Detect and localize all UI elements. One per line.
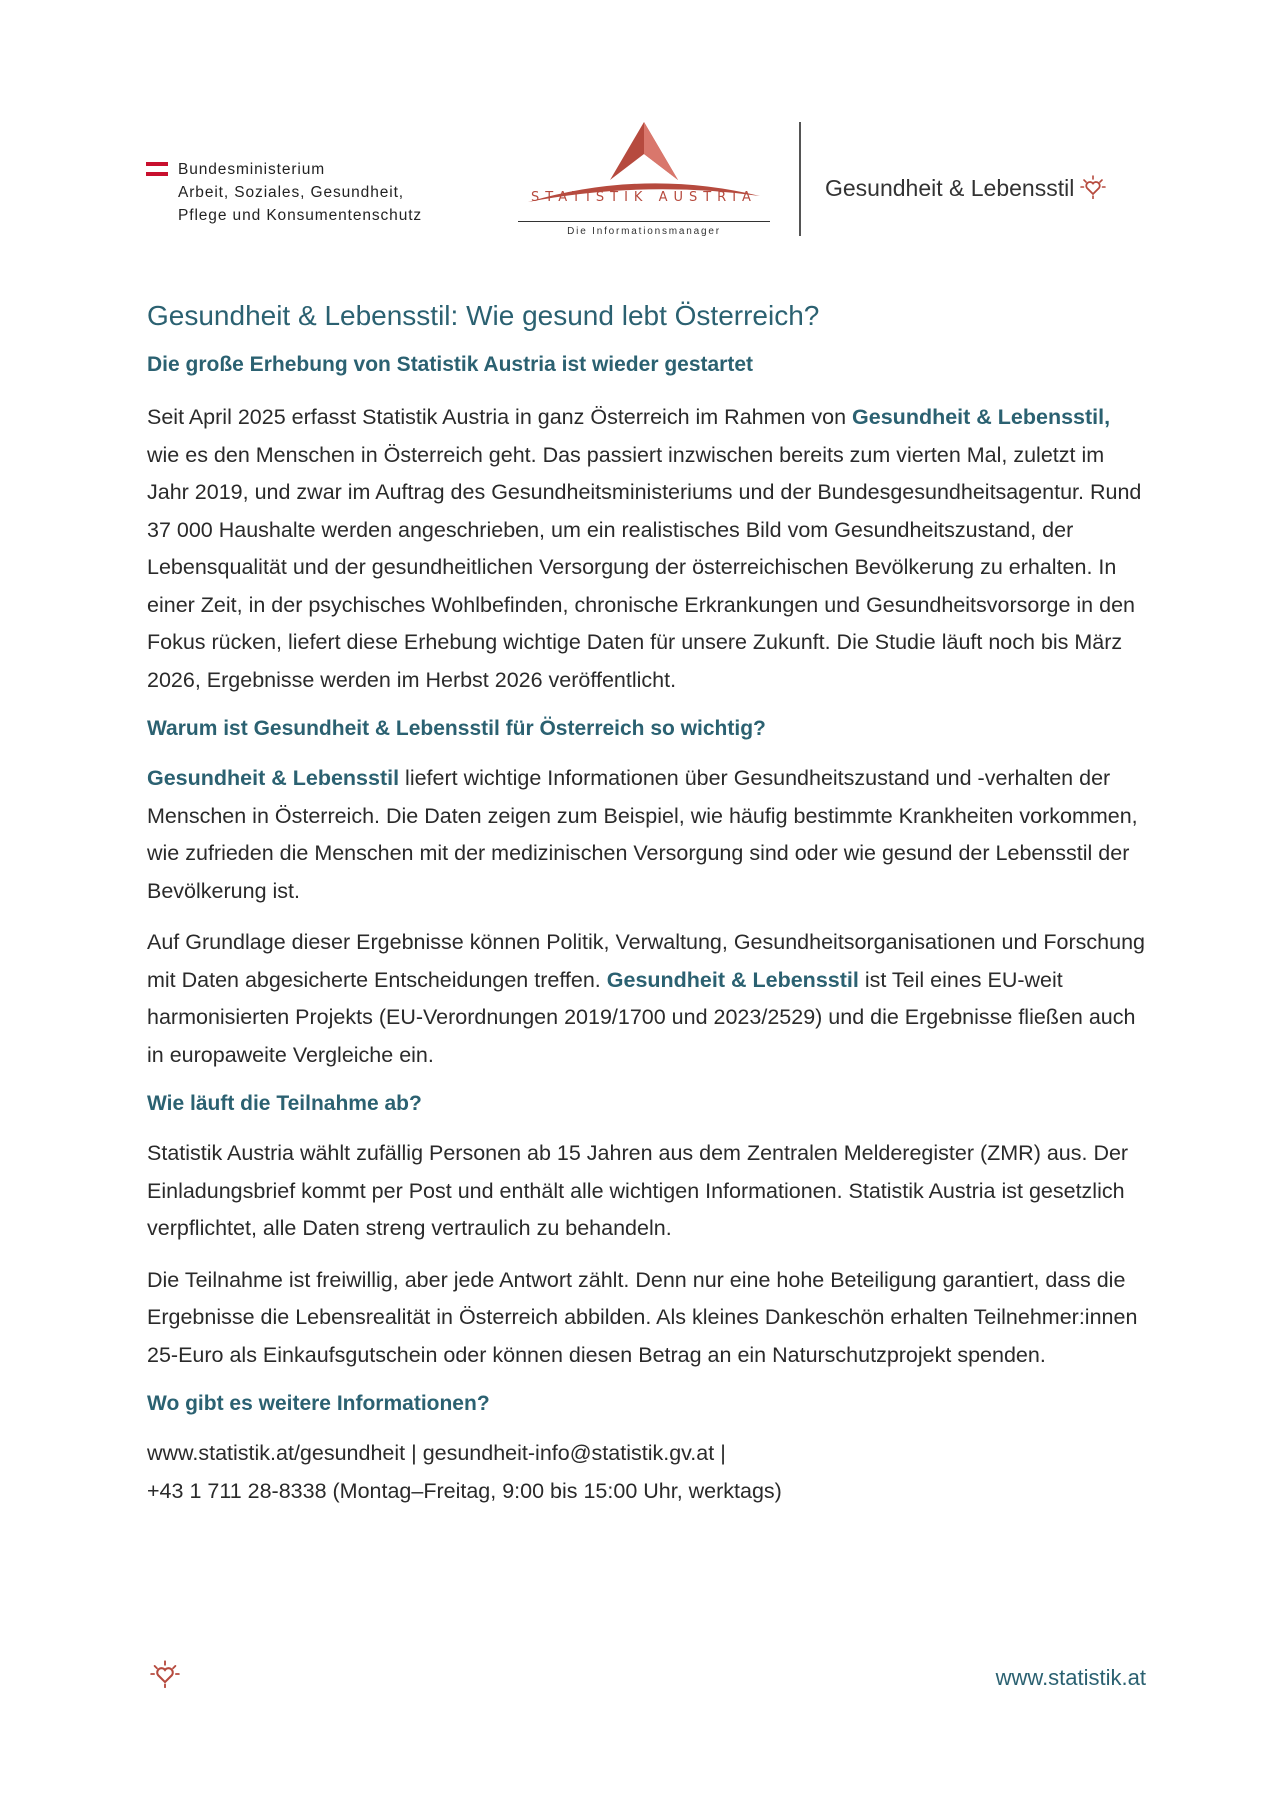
why-paragraph-2 (147, 924, 1147, 1074)
logo-name: STATISTIK AUSTRIA (531, 190, 757, 205)
why-p1-text: liefert wichtige Informationen über Gesundheitszustand und -verhalten der Menschen in Österreich. Die Daten zeigen zum Beispiel, wie häufig bestimmte Krankheiten vorkommen, wie zufrieden die Menschen mit der medizinischen Versorgung sind oder wie gesund der Lebensstil der Bevölkerung ist. (147, 766, 1138, 903)
ministry-line-2: Arbeit, Soziales, Gesundheit, (178, 184, 404, 201)
logo-tagline: Die Informationsmanager (567, 226, 721, 237)
contact-separator-1: | (405, 1441, 423, 1465)
contact-separator-2: | (714, 1441, 726, 1465)
how-paragraph-1: Statistik Austria wählt zufällig Personen ab 15 Jahren aus dem Zentralen Melderegister (ZMR) aus. Der Einladungsbrief kommt per Post und enthält alle wichtigen Informationen. Statistik Austria ist gesetzlich verpflichtet, alle Daten streng vertraulich zu behandeln. (147, 1141, 1129, 1240)
email-link[interactable]: gesundheit-info@statistik.gv.at (422, 1441, 715, 1465)
intro-paragraph (147, 399, 1147, 699)
why-heading-highlight: Gesundheit & Lebensstil (253, 717, 500, 740)
hotline-hours: (Montag–Freitag, 9:00 bis 15:00 Uhr, werktags) (326, 1478, 782, 1503)
why-p1-highlight: Gesundheit & Lebensstil (147, 766, 400, 790)
why-p2-highlight: Gesundheit & Lebensstil (606, 967, 859, 992)
ministry-line-1: Bundesministerium (178, 161, 326, 178)
footer-url-link[interactable]: www.statistik.at (995, 1665, 1146, 1690)
footer-heart-sun-icon (150, 1660, 180, 1693)
austria-flag-icon (146, 162, 168, 176)
subtitle: Die große Erhebung von Statistik Austria ist wieder gestartet (147, 353, 754, 376)
why-p2-start: Auf Grundlage dieser Ergebnisse können Politik, Verwaltung, Gesundheitsorganisationen und Forschung mit Daten abgesicherte Entscheidungen treffen. (147, 930, 1145, 992)
why-heading-end: für Österreich so wichtig? (499, 717, 766, 740)
intro-text-start: Seit April 2025 erfasst Statistik Austria in ganz Österreich im Rahmen von (147, 405, 853, 429)
why-heading-start: Warum ist (147, 717, 254, 740)
contact-info (147, 1435, 1147, 1510)
section-why-heading (147, 714, 1147, 744)
article (147, 296, 1147, 1510)
heart-sun-icon (1080, 175, 1106, 205)
section-how-heading: Wie läuft die Teilnahme ab? (147, 1092, 422, 1115)
how-paragraph-2: Die Teilnahme ist freiwillig, aber jede Antwort zählt. Denn nur eine hohe Beteiligung garantiert, dass die Ergebnisse die Lebensrealität in Österreich abbilden. Als kleines Dankeschön erhalten Teilnehmer:innen 25-Euro als Einkaufsgutschein oder können diesen Betrag an ein Naturschutzprojekt spenden. (147, 1267, 1138, 1367)
brand-title (825, 175, 1106, 205)
section-info-heading: Wo gibt es weitere Informationen? (147, 1392, 490, 1415)
why-p2-rest: ist Teil eines EU-weit harmonisierten Projekts (EU-Verordnungen 2019/1700 und 2023/2529) und die Ergebnisse fließen auch in europaweite Vergleiche ein. (147, 967, 1136, 1067)
intro-text-rest: wie es den Menschen in Österreich geht. Das passiert inzwischen bereits zum vierten Mal, zuletzt im Jahr 2019, und zwar im Auftrag des Gesundheitsministeriums und der Bundesgesundheitsagentur. Rund 37 000 Haushalte werden angeschrieben, um ein realistisches Bild vom Gesundheitszustand, der Lebensqualität und der gesundheitlichen Versorgung der österreichischen Bevölkerung zu erhalten. In einer Zeit, in der psychisches Wohlbefinden, chronische Erkrankungen und Gesundheitsvorsorge in den Fokus rücken, liefert diese Erhebung wichtige Daten für unsere Zukunft. Die Studie läuft noch bis März 2026, Ergebnisse werden im Herbst 2026 veröffentlicht. (147, 442, 1142, 692)
phone-number[interactable]: +43 1 711 28-8338 (147, 1478, 327, 1503)
page-title: Gesundheit & Lebensstil: Wie gesund lebt Österreich? (147, 300, 820, 331)
why-paragraph-1 (147, 760, 1147, 910)
ministry-line-3: Pflege und Konsumentenschutz (178, 207, 423, 224)
intro-highlight: Gesundheit & Lebensstil, (852, 405, 1111, 429)
logo-rule (518, 221, 770, 222)
brand-text: Gesundheit & Lebensstil (825, 175, 1075, 202)
statistik-austria-logo (518, 118, 770, 242)
header-divider (799, 122, 801, 236)
website-link[interactable]: www.statistik.at/gesundheit (147, 1441, 406, 1465)
